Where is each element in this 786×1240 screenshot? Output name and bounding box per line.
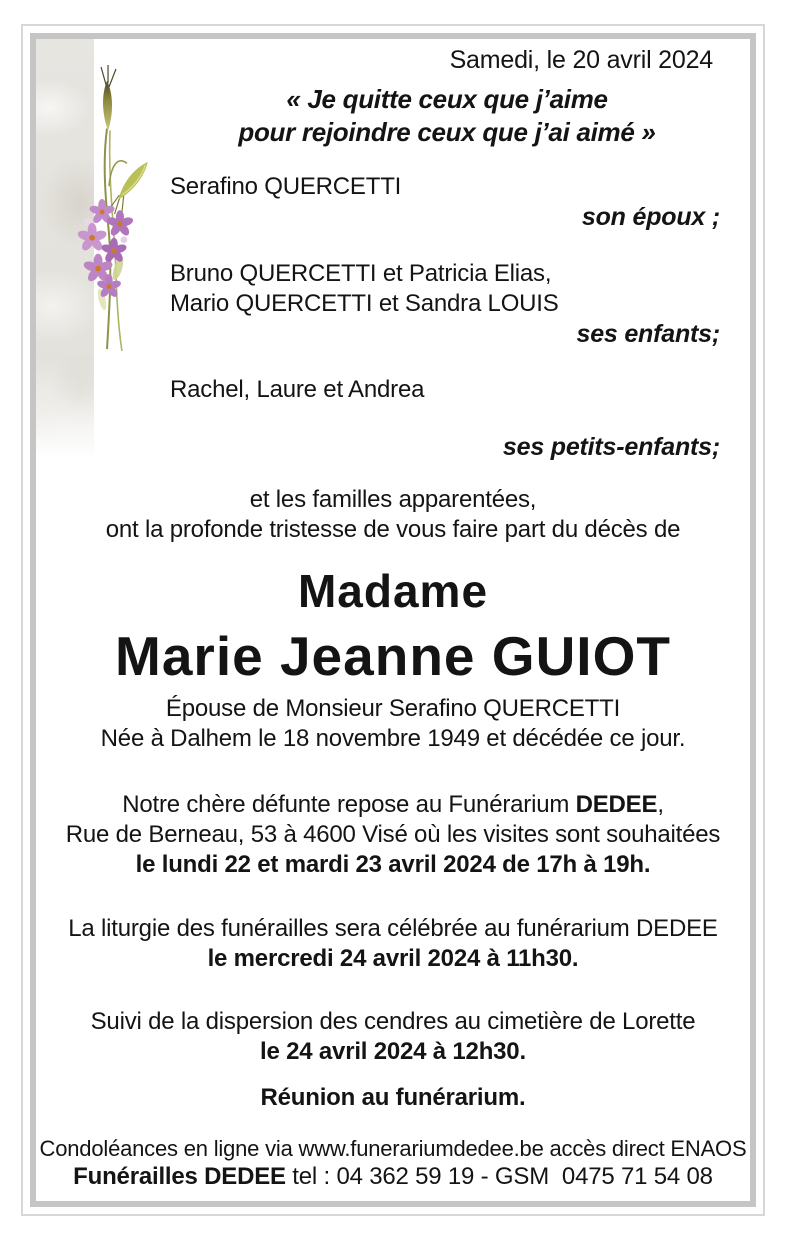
memorial-quote xyxy=(144,83,750,149)
liturgy-line-1: La liturgie des funérailles sera célébrée au funérarium DEDEE xyxy=(68,915,718,942)
reunion-note: Réunion au funérarium. xyxy=(260,1084,526,1111)
quote-line-1: « Je quitte ceux que j’aime xyxy=(286,84,608,114)
notice-card xyxy=(30,33,756,1207)
deceased-name: Marie Jeanne GUIOT xyxy=(115,625,671,687)
notice-date: Samedi, le 20 avril 2024 xyxy=(449,46,713,74)
children-line-1: Bruno QUERCETTI et Patricia Elias, xyxy=(170,260,552,287)
children-relation-label: ses enfants; xyxy=(576,320,720,348)
dispersion-schedule: le 24 avril 2024 à 12h30. xyxy=(260,1038,526,1065)
liturgy-schedule: le mercredi 24 avril 2024 à 11h30. xyxy=(207,945,579,972)
spouse-relation-label: son époux ; xyxy=(581,203,720,231)
families-line-1: et les familles apparentées, xyxy=(249,486,537,513)
dispersion-line-1: Suivi de la dispersion des cendres au cimetière de Lorette xyxy=(90,1008,696,1035)
quote-line-2: pour rejoindre ceux que j’ai aimé » xyxy=(238,117,656,147)
repose-line-1: Notre chère défunte repose au Funérarium DEDEE, xyxy=(122,791,664,818)
repose-line-2: Rue de Berneau, 53 à 4600 Visé où les visites sont souhaitées xyxy=(65,821,721,848)
deceased-spouse-of: Épouse de Monsieur Serafino QUERCETTI xyxy=(165,695,621,722)
children-line-2: Mario QUERCETTI et Sandra LOUIS xyxy=(170,290,559,317)
grandchildren-names: Rachel, Laure et Andrea xyxy=(170,376,425,403)
contact-line xyxy=(36,1162,750,1192)
condolences-line: Condoléances en ligne via www.funerariumdedee.be accès direct ENAOS xyxy=(39,1136,747,1161)
deceased-title: Madame xyxy=(297,565,489,617)
spouse-name: Serafino QUERCETTI xyxy=(170,173,402,200)
contact-numbers: tel : 04 362 59 19 - GSM 0475 71 54 08 xyxy=(285,1163,713,1190)
texture-strip xyxy=(36,39,94,471)
families-line-2: ont la profonde tristesse de vous faire part du décès de xyxy=(105,516,681,543)
deceased-birth-death: Née à Dalhem le 18 novembre 1949 et décédée ce jour. xyxy=(100,725,686,752)
funeral-home-name: DEDEE xyxy=(575,791,658,818)
funeral-company-name: Funérailles DEDEE xyxy=(73,1163,286,1190)
page-frame xyxy=(21,24,765,1216)
flower-stem xyxy=(105,129,111,349)
grandchildren-relation-label: ses petits-enfants; xyxy=(502,433,720,461)
visit-schedule: le lundi 22 et mardi 23 avril 2024 de 17h à 19h. xyxy=(135,851,651,878)
